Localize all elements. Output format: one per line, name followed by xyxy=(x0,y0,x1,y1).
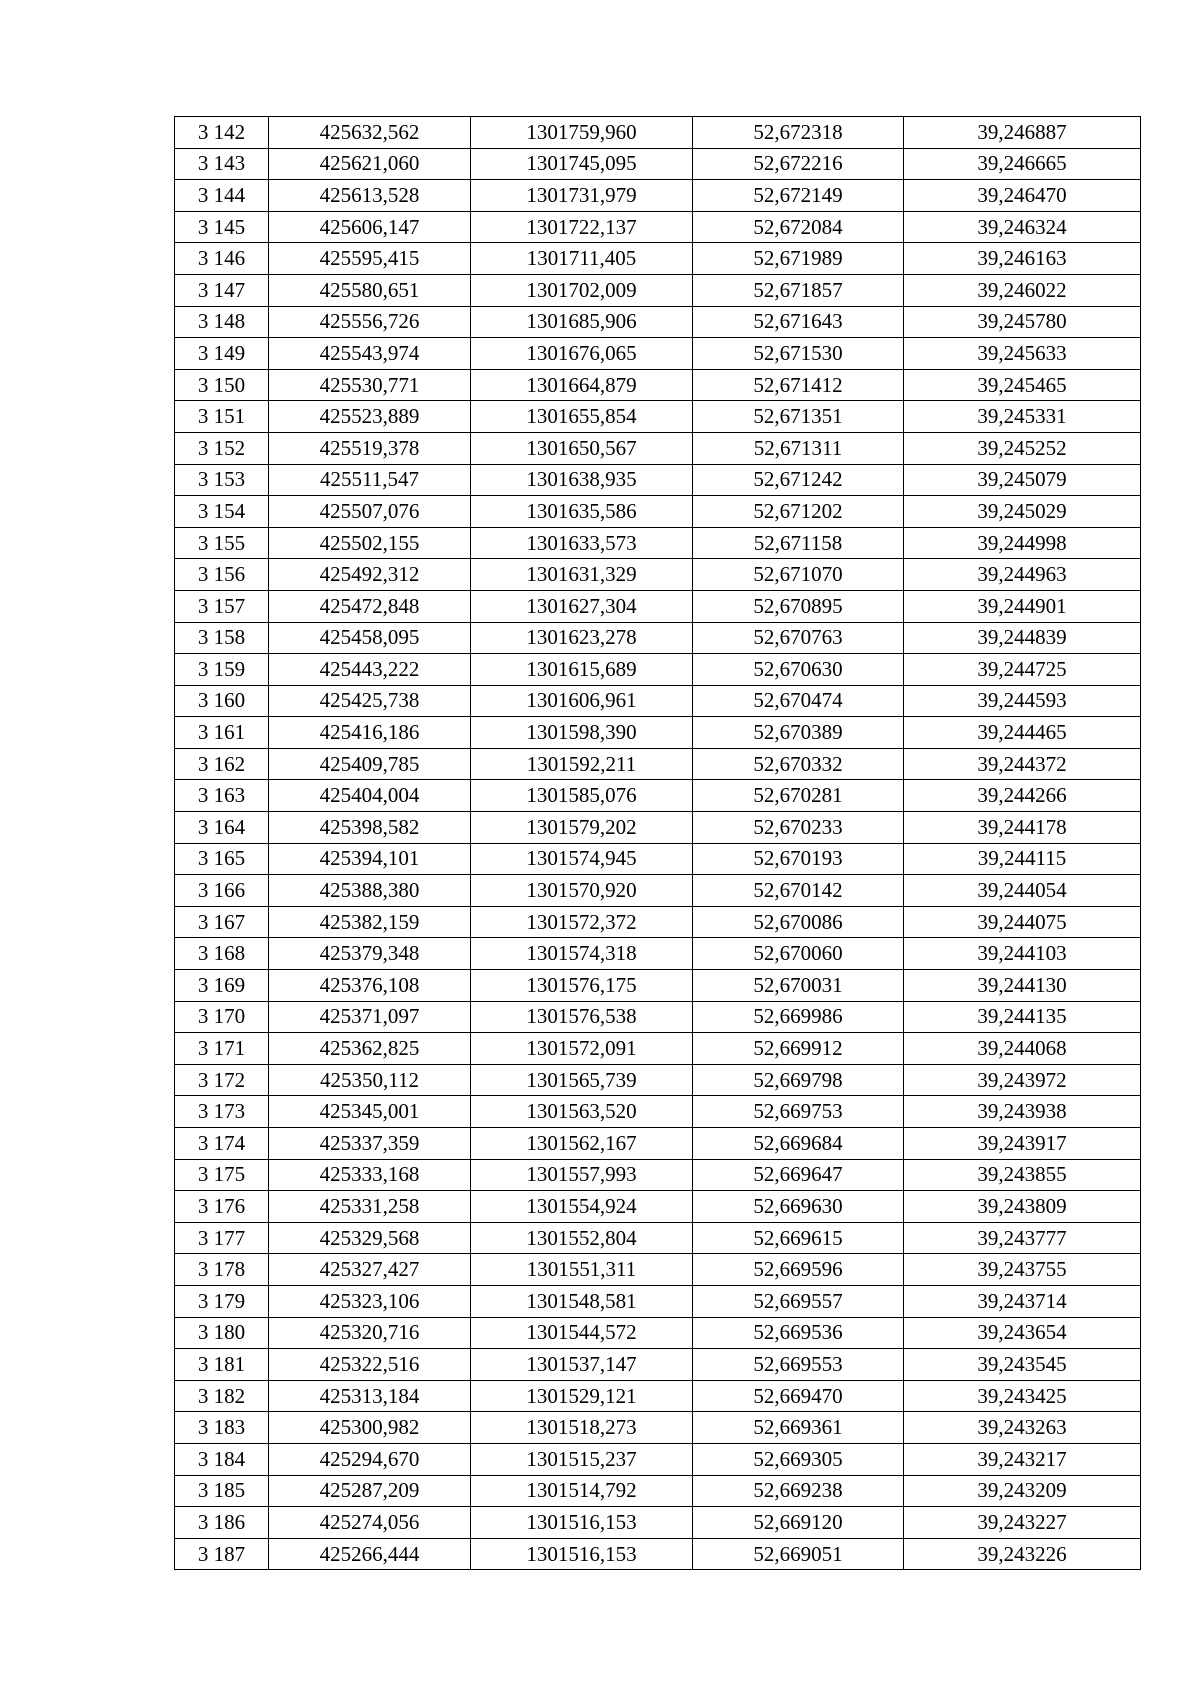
y-coordinate-cell: 1301655,854 xyxy=(471,401,693,433)
x-coordinate-cell: 425621,060 xyxy=(269,148,471,180)
latitude-cell: 52,669051 xyxy=(693,1538,904,1570)
latitude-cell: 52,669615 xyxy=(693,1222,904,1254)
longitude-cell: 39,245029 xyxy=(904,496,1141,528)
longitude-cell: 39,246887 xyxy=(904,117,1141,149)
y-coordinate-cell: 1301576,538 xyxy=(471,1001,693,1033)
x-coordinate-cell: 425404,004 xyxy=(269,780,471,812)
longitude-cell: 39,244068 xyxy=(904,1033,1141,1065)
y-coordinate-cell: 1301516,153 xyxy=(471,1507,693,1539)
latitude-cell: 52,669557 xyxy=(693,1285,904,1317)
longitude-cell: 39,244725 xyxy=(904,654,1141,686)
latitude-cell: 52,671643 xyxy=(693,306,904,338)
point-number-cell: 3 172 xyxy=(175,1064,269,1096)
longitude-cell: 39,243227 xyxy=(904,1507,1141,1539)
table-row xyxy=(175,1412,1141,1444)
point-number-cell: 3 174 xyxy=(175,1128,269,1160)
longitude-cell: 39,243209 xyxy=(904,1475,1141,1507)
table-row xyxy=(175,369,1141,401)
y-coordinate-cell: 1301574,945 xyxy=(471,843,693,875)
x-coordinate-cell: 425523,889 xyxy=(269,401,471,433)
y-coordinate-cell: 1301548,581 xyxy=(471,1285,693,1317)
x-coordinate-cell: 425337,359 xyxy=(269,1128,471,1160)
longitude-cell: 39,244178 xyxy=(904,812,1141,844)
table-row xyxy=(175,211,1141,243)
y-coordinate-cell: 1301579,202 xyxy=(471,812,693,844)
longitude-cell: 39,245079 xyxy=(904,464,1141,496)
table-row xyxy=(175,1380,1141,1412)
latitude-cell: 52,671202 xyxy=(693,496,904,528)
table-row xyxy=(175,180,1141,212)
x-coordinate-cell: 425472,848 xyxy=(269,590,471,622)
point-number-cell: 3 144 xyxy=(175,180,269,212)
latitude-cell: 52,670086 xyxy=(693,906,904,938)
table-row xyxy=(175,780,1141,812)
point-number-cell: 3 178 xyxy=(175,1254,269,1286)
point-number-cell: 3 171 xyxy=(175,1033,269,1065)
latitude-cell: 52,671351 xyxy=(693,401,904,433)
latitude-cell: 52,669986 xyxy=(693,1001,904,1033)
x-coordinate-cell: 425443,222 xyxy=(269,654,471,686)
latitude-cell: 52,669238 xyxy=(693,1475,904,1507)
x-coordinate-cell: 425320,716 xyxy=(269,1317,471,1349)
latitude-cell: 52,669361 xyxy=(693,1412,904,1444)
point-number-cell: 3 161 xyxy=(175,717,269,749)
table-row xyxy=(175,1254,1141,1286)
x-coordinate-cell: 425379,348 xyxy=(269,938,471,970)
x-coordinate-cell: 425458,095 xyxy=(269,622,471,654)
y-coordinate-cell: 1301515,237 xyxy=(471,1443,693,1475)
x-coordinate-cell: 425613,528 xyxy=(269,180,471,212)
longitude-cell: 39,243855 xyxy=(904,1159,1141,1191)
table-row xyxy=(175,1222,1141,1254)
latitude-cell: 52,672149 xyxy=(693,180,904,212)
x-coordinate-cell: 425331,258 xyxy=(269,1191,471,1223)
table-row xyxy=(175,464,1141,496)
latitude-cell: 52,670233 xyxy=(693,812,904,844)
point-number-cell: 3 182 xyxy=(175,1380,269,1412)
longitude-cell: 39,243917 xyxy=(904,1128,1141,1160)
point-number-cell: 3 162 xyxy=(175,748,269,780)
x-coordinate-cell: 425274,056 xyxy=(269,1507,471,1539)
y-coordinate-cell: 1301633,573 xyxy=(471,527,693,559)
table-row xyxy=(175,1507,1141,1539)
point-number-cell: 3 170 xyxy=(175,1001,269,1033)
latitude-cell: 52,669470 xyxy=(693,1380,904,1412)
x-coordinate-cell: 425287,209 xyxy=(269,1475,471,1507)
longitude-cell: 39,244963 xyxy=(904,559,1141,591)
longitude-cell: 39,243755 xyxy=(904,1254,1141,1286)
latitude-cell: 52,670389 xyxy=(693,717,904,749)
latitude-cell: 52,669684 xyxy=(693,1128,904,1160)
latitude-cell: 52,670474 xyxy=(693,685,904,717)
longitude-cell: 39,243972 xyxy=(904,1064,1141,1096)
latitude-cell: 52,670193 xyxy=(693,843,904,875)
table-row xyxy=(175,1064,1141,1096)
latitude-cell: 52,671242 xyxy=(693,464,904,496)
y-coordinate-cell: 1301544,572 xyxy=(471,1317,693,1349)
table-row xyxy=(175,748,1141,780)
y-coordinate-cell: 1301576,175 xyxy=(471,970,693,1002)
y-coordinate-cell: 1301585,076 xyxy=(471,780,693,812)
longitude-cell: 39,245252 xyxy=(904,432,1141,464)
longitude-cell: 39,244103 xyxy=(904,938,1141,970)
latitude-cell: 52,671530 xyxy=(693,338,904,370)
coordinates-table xyxy=(174,116,1141,1570)
table-row xyxy=(175,812,1141,844)
x-coordinate-cell: 425323,106 xyxy=(269,1285,471,1317)
y-coordinate-cell: 1301711,405 xyxy=(471,243,693,275)
latitude-cell: 52,669798 xyxy=(693,1064,904,1096)
x-coordinate-cell: 425388,380 xyxy=(269,875,471,907)
latitude-cell: 52,669120 xyxy=(693,1507,904,1539)
y-coordinate-cell: 1301572,091 xyxy=(471,1033,693,1065)
table-row xyxy=(175,590,1141,622)
x-coordinate-cell: 425606,147 xyxy=(269,211,471,243)
table-row xyxy=(175,1475,1141,1507)
latitude-cell: 52,671412 xyxy=(693,369,904,401)
point-number-cell: 3 154 xyxy=(175,496,269,528)
table-row xyxy=(175,527,1141,559)
longitude-cell: 39,243809 xyxy=(904,1191,1141,1223)
latitude-cell: 52,671989 xyxy=(693,243,904,275)
table-row xyxy=(175,148,1141,180)
y-coordinate-cell: 1301606,961 xyxy=(471,685,693,717)
point-number-cell: 3 153 xyxy=(175,464,269,496)
longitude-cell: 39,244998 xyxy=(904,527,1141,559)
longitude-cell: 39,244901 xyxy=(904,590,1141,622)
point-number-cell: 3 166 xyxy=(175,875,269,907)
point-number-cell: 3 180 xyxy=(175,1317,269,1349)
latitude-cell: 52,669630 xyxy=(693,1191,904,1223)
y-coordinate-cell: 1301745,095 xyxy=(471,148,693,180)
latitude-cell: 52,670060 xyxy=(693,938,904,970)
longitude-cell: 39,246324 xyxy=(904,211,1141,243)
x-coordinate-cell: 425327,427 xyxy=(269,1254,471,1286)
latitude-cell: 52,669647 xyxy=(693,1159,904,1191)
y-coordinate-cell: 1301631,329 xyxy=(471,559,693,591)
latitude-cell: 52,669305 xyxy=(693,1443,904,1475)
x-coordinate-cell: 425507,076 xyxy=(269,496,471,528)
table-row xyxy=(175,843,1141,875)
latitude-cell: 52,669912 xyxy=(693,1033,904,1065)
y-coordinate-cell: 1301685,906 xyxy=(471,306,693,338)
x-coordinate-cell: 425492,312 xyxy=(269,559,471,591)
x-coordinate-cell: 425595,415 xyxy=(269,243,471,275)
point-number-cell: 3 176 xyxy=(175,1191,269,1223)
point-number-cell: 3 164 xyxy=(175,812,269,844)
table-row xyxy=(175,117,1141,149)
point-number-cell: 3 155 xyxy=(175,527,269,559)
y-coordinate-cell: 1301731,979 xyxy=(471,180,693,212)
table-row xyxy=(175,970,1141,1002)
table-row xyxy=(175,1033,1141,1065)
longitude-cell: 39,243654 xyxy=(904,1317,1141,1349)
longitude-cell: 39,246665 xyxy=(904,148,1141,180)
point-number-cell: 3 157 xyxy=(175,590,269,622)
x-coordinate-cell: 425294,670 xyxy=(269,1443,471,1475)
y-coordinate-cell: 1301638,935 xyxy=(471,464,693,496)
point-number-cell: 3 150 xyxy=(175,369,269,401)
latitude-cell: 52,671857 xyxy=(693,274,904,306)
point-number-cell: 3 187 xyxy=(175,1538,269,1570)
longitude-cell: 39,243545 xyxy=(904,1349,1141,1381)
x-coordinate-cell: 425382,159 xyxy=(269,906,471,938)
point-number-cell: 3 179 xyxy=(175,1285,269,1317)
x-coordinate-cell: 425329,568 xyxy=(269,1222,471,1254)
coordinates-table-body xyxy=(175,117,1141,1570)
y-coordinate-cell: 1301537,147 xyxy=(471,1349,693,1381)
y-coordinate-cell: 1301557,993 xyxy=(471,1159,693,1191)
table-row xyxy=(175,1317,1141,1349)
latitude-cell: 52,670281 xyxy=(693,780,904,812)
table-row xyxy=(175,1538,1141,1570)
y-coordinate-cell: 1301563,520 xyxy=(471,1096,693,1128)
longitude-cell: 39,245465 xyxy=(904,369,1141,401)
table-row xyxy=(175,1443,1141,1475)
longitude-cell: 39,244839 xyxy=(904,622,1141,654)
point-number-cell: 3 156 xyxy=(175,559,269,591)
y-coordinate-cell: 1301627,304 xyxy=(471,590,693,622)
table-row xyxy=(175,274,1141,306)
table-row xyxy=(175,1191,1141,1223)
table-row xyxy=(175,401,1141,433)
y-coordinate-cell: 1301592,211 xyxy=(471,748,693,780)
x-coordinate-cell: 425322,516 xyxy=(269,1349,471,1381)
x-coordinate-cell: 425556,726 xyxy=(269,306,471,338)
table-row xyxy=(175,432,1141,464)
table-row xyxy=(175,1285,1141,1317)
y-coordinate-cell: 1301554,924 xyxy=(471,1191,693,1223)
point-number-cell: 3 186 xyxy=(175,1507,269,1539)
x-coordinate-cell: 425313,184 xyxy=(269,1380,471,1412)
latitude-cell: 52,672216 xyxy=(693,148,904,180)
longitude-cell: 39,244054 xyxy=(904,875,1141,907)
y-coordinate-cell: 1301570,920 xyxy=(471,875,693,907)
x-coordinate-cell: 425266,444 xyxy=(269,1538,471,1570)
point-number-cell: 3 143 xyxy=(175,148,269,180)
x-coordinate-cell: 425409,785 xyxy=(269,748,471,780)
longitude-cell: 39,244135 xyxy=(904,1001,1141,1033)
table-row xyxy=(175,1128,1141,1160)
point-number-cell: 3 168 xyxy=(175,938,269,970)
y-coordinate-cell: 1301562,167 xyxy=(471,1128,693,1160)
longitude-cell: 39,243226 xyxy=(904,1538,1141,1570)
longitude-cell: 39,245633 xyxy=(904,338,1141,370)
latitude-cell: 52,672084 xyxy=(693,211,904,243)
table-row xyxy=(175,243,1141,275)
y-coordinate-cell: 1301565,739 xyxy=(471,1064,693,1096)
table-row xyxy=(175,717,1141,749)
latitude-cell: 52,672318 xyxy=(693,117,904,149)
x-coordinate-cell: 425376,108 xyxy=(269,970,471,1002)
x-coordinate-cell: 425502,155 xyxy=(269,527,471,559)
table-row xyxy=(175,1096,1141,1128)
y-coordinate-cell: 1301516,153 xyxy=(471,1538,693,1570)
latitude-cell: 52,670630 xyxy=(693,654,904,686)
y-coordinate-cell: 1301615,689 xyxy=(471,654,693,686)
point-number-cell: 3 149 xyxy=(175,338,269,370)
point-number-cell: 3 185 xyxy=(175,1475,269,1507)
x-coordinate-cell: 425345,001 xyxy=(269,1096,471,1128)
y-coordinate-cell: 1301514,792 xyxy=(471,1475,693,1507)
y-coordinate-cell: 1301650,567 xyxy=(471,432,693,464)
x-coordinate-cell: 425425,738 xyxy=(269,685,471,717)
x-coordinate-cell: 425362,825 xyxy=(269,1033,471,1065)
y-coordinate-cell: 1301664,879 xyxy=(471,369,693,401)
table-row xyxy=(175,306,1141,338)
longitude-cell: 39,243714 xyxy=(904,1285,1141,1317)
longitude-cell: 39,244130 xyxy=(904,970,1141,1002)
table-row xyxy=(175,1349,1141,1381)
point-number-cell: 3 148 xyxy=(175,306,269,338)
longitude-cell: 39,246470 xyxy=(904,180,1141,212)
point-number-cell: 3 142 xyxy=(175,117,269,149)
point-number-cell: 3 169 xyxy=(175,970,269,1002)
x-coordinate-cell: 425350,112 xyxy=(269,1064,471,1096)
point-number-cell: 3 177 xyxy=(175,1222,269,1254)
point-number-cell: 3 146 xyxy=(175,243,269,275)
table-row xyxy=(175,654,1141,686)
point-number-cell: 3 173 xyxy=(175,1096,269,1128)
table-row xyxy=(175,906,1141,938)
point-number-cell: 3 151 xyxy=(175,401,269,433)
y-coordinate-cell: 1301598,390 xyxy=(471,717,693,749)
latitude-cell: 52,671311 xyxy=(693,432,904,464)
longitude-cell: 39,245780 xyxy=(904,306,1141,338)
latitude-cell: 52,670031 xyxy=(693,970,904,1002)
point-number-cell: 3 175 xyxy=(175,1159,269,1191)
longitude-cell: 39,243777 xyxy=(904,1222,1141,1254)
latitude-cell: 52,670332 xyxy=(693,748,904,780)
x-coordinate-cell: 425394,101 xyxy=(269,843,471,875)
x-coordinate-cell: 425519,378 xyxy=(269,432,471,464)
table-row xyxy=(175,338,1141,370)
y-coordinate-cell: 1301518,273 xyxy=(471,1412,693,1444)
longitude-cell: 39,243938 xyxy=(904,1096,1141,1128)
longitude-cell: 39,246163 xyxy=(904,243,1141,275)
latitude-cell: 52,671070 xyxy=(693,559,904,591)
longitude-cell: 39,244266 xyxy=(904,780,1141,812)
x-coordinate-cell: 425543,974 xyxy=(269,338,471,370)
longitude-cell: 39,244593 xyxy=(904,685,1141,717)
x-coordinate-cell: 425530,771 xyxy=(269,369,471,401)
x-coordinate-cell: 425300,982 xyxy=(269,1412,471,1444)
point-number-cell: 3 160 xyxy=(175,685,269,717)
table-row xyxy=(175,938,1141,970)
point-number-cell: 3 181 xyxy=(175,1349,269,1381)
point-number-cell: 3 152 xyxy=(175,432,269,464)
point-number-cell: 3 167 xyxy=(175,906,269,938)
y-coordinate-cell: 1301722,137 xyxy=(471,211,693,243)
y-coordinate-cell: 1301552,804 xyxy=(471,1222,693,1254)
point-number-cell: 3 163 xyxy=(175,780,269,812)
x-coordinate-cell: 425416,186 xyxy=(269,717,471,749)
table-row xyxy=(175,685,1141,717)
table-row xyxy=(175,622,1141,654)
y-coordinate-cell: 1301551,311 xyxy=(471,1254,693,1286)
longitude-cell: 39,243263 xyxy=(904,1412,1141,1444)
longitude-cell: 39,243217 xyxy=(904,1443,1141,1475)
latitude-cell: 52,669753 xyxy=(693,1096,904,1128)
y-coordinate-cell: 1301574,318 xyxy=(471,938,693,970)
y-coordinate-cell: 1301702,009 xyxy=(471,274,693,306)
latitude-cell: 52,669536 xyxy=(693,1317,904,1349)
latitude-cell: 52,669596 xyxy=(693,1254,904,1286)
latitude-cell: 52,671158 xyxy=(693,527,904,559)
latitude-cell: 52,670763 xyxy=(693,622,904,654)
x-coordinate-cell: 425371,097 xyxy=(269,1001,471,1033)
point-number-cell: 3 184 xyxy=(175,1443,269,1475)
point-number-cell: 3 183 xyxy=(175,1412,269,1444)
latitude-cell: 52,670142 xyxy=(693,875,904,907)
y-coordinate-cell: 1301572,372 xyxy=(471,906,693,938)
point-number-cell: 3 159 xyxy=(175,654,269,686)
x-coordinate-cell: 425511,547 xyxy=(269,464,471,496)
y-coordinate-cell: 1301529,121 xyxy=(471,1380,693,1412)
y-coordinate-cell: 1301676,065 xyxy=(471,338,693,370)
longitude-cell: 39,243425 xyxy=(904,1380,1141,1412)
table-row xyxy=(175,875,1141,907)
longitude-cell: 39,246022 xyxy=(904,274,1141,306)
x-coordinate-cell: 425398,582 xyxy=(269,812,471,844)
point-number-cell: 3 145 xyxy=(175,211,269,243)
y-coordinate-cell: 1301623,278 xyxy=(471,622,693,654)
longitude-cell: 39,244372 xyxy=(904,748,1141,780)
table-row xyxy=(175,1001,1141,1033)
x-coordinate-cell: 425580,651 xyxy=(269,274,471,306)
point-number-cell: 3 158 xyxy=(175,622,269,654)
point-number-cell: 3 165 xyxy=(175,843,269,875)
longitude-cell: 39,244465 xyxy=(904,717,1141,749)
y-coordinate-cell: 1301759,960 xyxy=(471,117,693,149)
point-number-cell: 3 147 xyxy=(175,274,269,306)
table-row xyxy=(175,559,1141,591)
latitude-cell: 52,670895 xyxy=(693,590,904,622)
longitude-cell: 39,244075 xyxy=(904,906,1141,938)
table-row xyxy=(175,496,1141,528)
longitude-cell: 39,245331 xyxy=(904,401,1141,433)
x-coordinate-cell: 425333,168 xyxy=(269,1159,471,1191)
x-coordinate-cell: 425632,562 xyxy=(269,117,471,149)
longitude-cell: 39,244115 xyxy=(904,843,1141,875)
table-row xyxy=(175,1159,1141,1191)
latitude-cell: 52,669553 xyxy=(693,1349,904,1381)
y-coordinate-cell: 1301635,586 xyxy=(471,496,693,528)
